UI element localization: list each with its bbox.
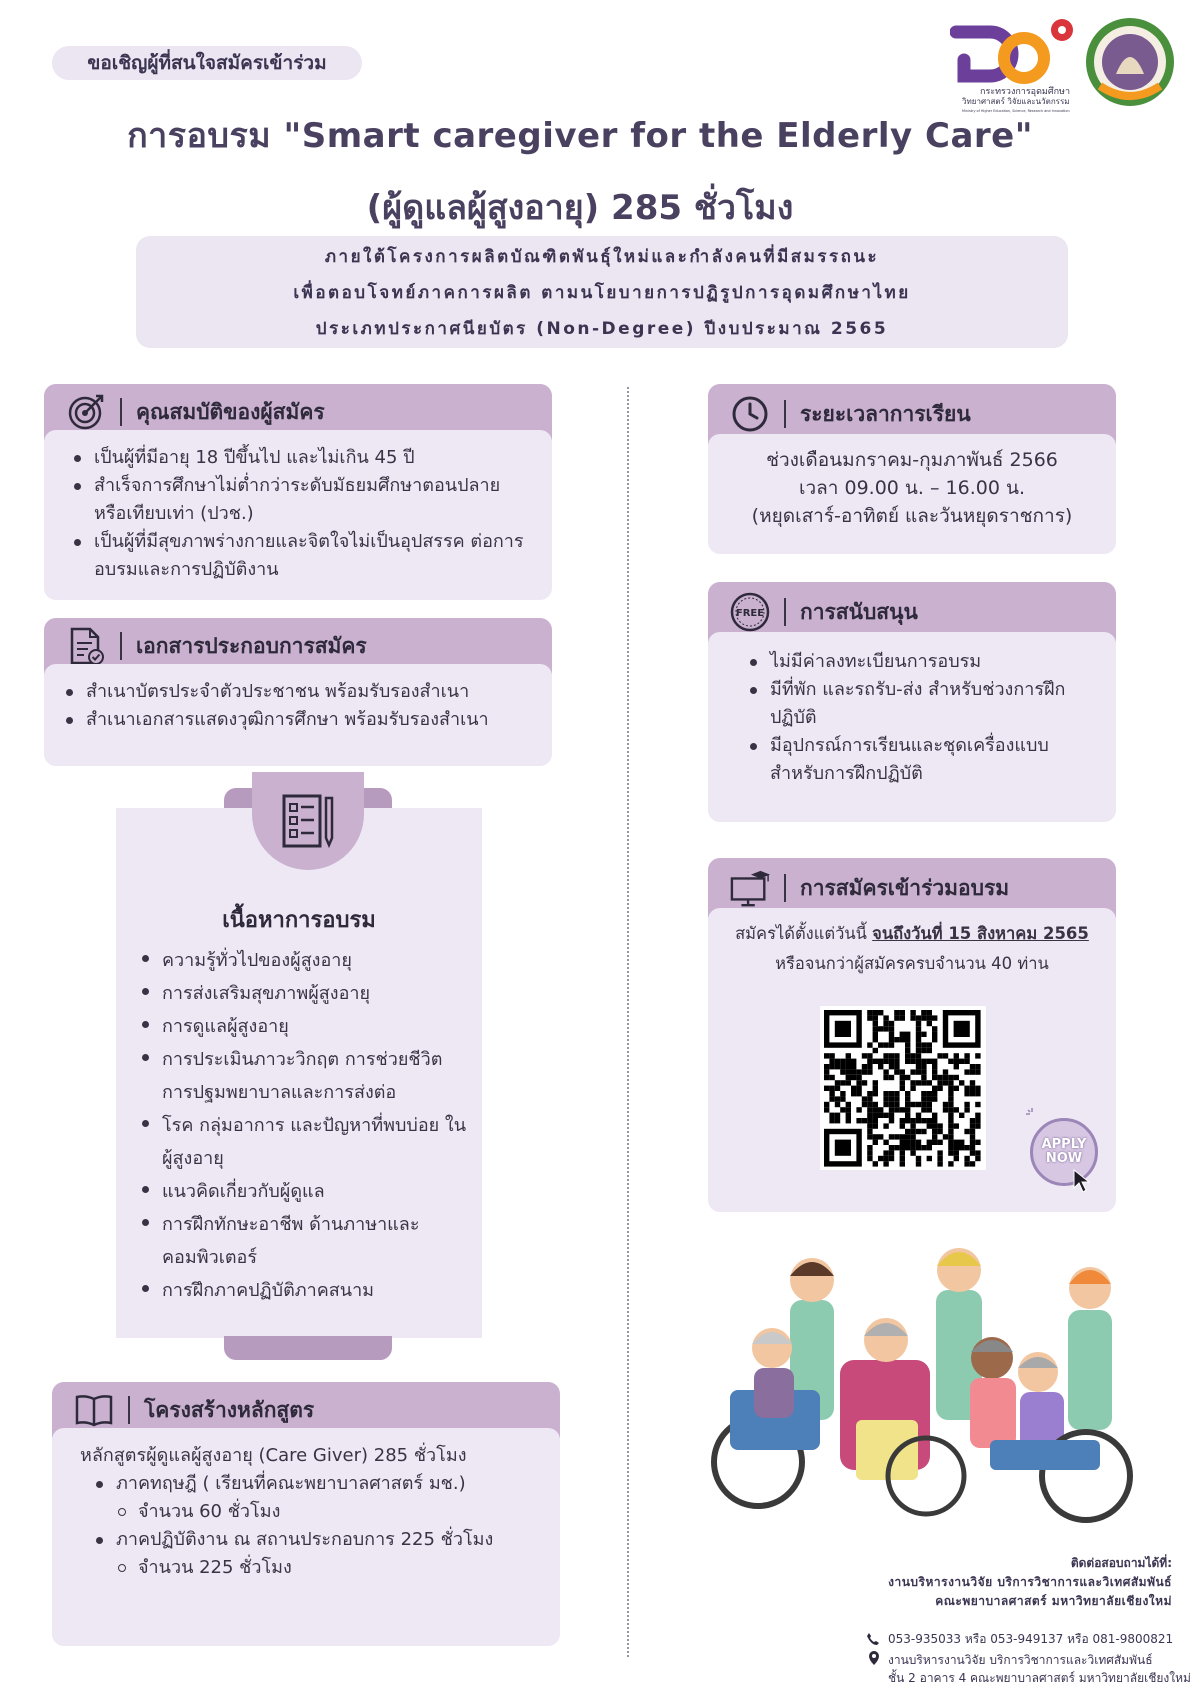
computer-graduation-icon xyxy=(730,868,770,908)
support-title: การสนับสนุน xyxy=(800,599,918,624)
structure-practice: ภาคปฏิบัติงาน ณ สถานประกอบการ 225 ชั่วโมง xyxy=(94,1526,540,1554)
sparkle-icon xyxy=(1024,1106,1040,1122)
list-item: สำเร็จการศึกษาไม่ต่ำกว่าระดับมัธยมศึกษาตอนปลาย หรือเทียบเท่า (ปวช.) xyxy=(72,472,532,528)
list-item: สำเนาบัตรประจำตัวประชาชน พร้อมรับรองสำเนา xyxy=(64,678,532,706)
content-title: เนื้อหาการอบรม xyxy=(222,908,376,933)
list-item: การดูแลผู้สูงอายุ xyxy=(140,1010,470,1043)
documents-card xyxy=(44,618,552,766)
contact-heading: ติดต่อสอบถามได้ที่: xyxy=(1070,1556,1172,1570)
support-card xyxy=(708,582,1116,822)
apply-now-line2: NOW xyxy=(1045,1151,1083,1166)
registration-qr-code[interactable] xyxy=(820,1006,986,1170)
list-item: การฝึกทักษะอาชีพ ด้านภาษาและ คอมพิวเตอร์ xyxy=(140,1208,470,1274)
schedule-holidays: (หยุดเสาร์-อาทิตย์ และวันหยุดราชการ) xyxy=(751,505,1073,527)
documents-title: เอกสารประกอบการสมัคร xyxy=(136,633,367,658)
column-divider xyxy=(627,387,629,1657)
apply-now-line1: APPLY xyxy=(1041,1137,1087,1152)
free-badge-icon xyxy=(730,592,770,632)
apply-period xyxy=(716,920,1108,948)
program-line-3: ประเภทประกาศนียบัตร (Non-Degree) ปีงบประมาณ 2565 xyxy=(315,318,889,339)
contact-org-2: คณะพยาบาลศาสตร์ มหาวิทยาลัยเชียงใหม่ xyxy=(935,1594,1172,1608)
page-title: การอบรม "Smart caregiver for the Elderly Care" xyxy=(127,116,1033,156)
list-item: สำเนาเอกสารแสดงวุฒิการศึกษา พร้อมรับรองสำเนา xyxy=(64,706,532,734)
schedule-time: เวลา 09.00 น. – 16.00 น. xyxy=(798,477,1025,499)
schedule-card xyxy=(708,384,1116,554)
list-item: การส่งเสริมสุขภาพผู้สูงอายุ xyxy=(140,977,470,1010)
target-icon xyxy=(66,392,106,432)
content-tab-bottom xyxy=(224,1336,392,1360)
open-book-icon xyxy=(74,1390,114,1430)
location-pin-icon xyxy=(868,1650,880,1666)
ministry-text-3: Ministry of Higher Education, Science, Research and Innovation xyxy=(962,109,1070,113)
structure-theory-hours: จำนวน 60 ชั่วโมง xyxy=(116,1498,540,1526)
structure-title: โครงสร้างหลักสูตร xyxy=(144,1397,315,1422)
ministry-text-2: วิทยาศาสตร์ วิจัยและนวัตกรรม xyxy=(962,97,1070,106)
list-item: เป็นผู้ที่มีสุขภาพร่างกายและจิตใจไม่เป็นอุปสรรค ต่อการอบรมและการปฏิบัติงาน xyxy=(72,528,532,584)
structure-card xyxy=(52,1382,560,1646)
contact-block xyxy=(888,1554,1172,1611)
apply-title: การสมัครเข้าร่วมอบรม xyxy=(800,875,1010,900)
structure-practice-hours: จำนวน 225 ชั่วโมง xyxy=(116,1554,540,1582)
list-item: การฝึกภาคปฏิบัติภาคสนาม xyxy=(140,1274,470,1307)
contact-address-1: งานบริหารงานวิจัย บริการวิชาการและวิเทศสัมพันธ์ xyxy=(888,1653,1153,1667)
elderly-caregivers-illustration xyxy=(690,1240,1150,1530)
apply-limit: หรือจนกว่าผู้สมัครครบจำนวน 40 ท่าน xyxy=(775,954,1049,973)
list-item: ไม่มีค่าลงทะเบียนการอบรม xyxy=(748,648,1100,676)
free-badge-text: FREE xyxy=(735,608,765,619)
list-item: เป็นผู้ที่มีอายุ 18 ปีขึ้นไป และไม่เกิน 45 ปี xyxy=(72,444,532,472)
program-line-1: ภายใต้โครงการผลิตบัณฑิตพันธุ์ใหม่และกำลังคนที่มีสมรรถนะ xyxy=(324,246,880,267)
apply-period-prefix: สมัครได้ตั้งแต่วันนี้ xyxy=(735,924,873,943)
qualifications-title: คุณสมบัติของผู้สมัคร xyxy=(136,399,325,424)
list-item: มีที่พัก และรถรับ-ส่ง สำหรับช่วงการฝึกปฏิบัติ xyxy=(748,676,1100,732)
cursor-arrow-icon xyxy=(1072,1168,1094,1194)
structure-theory: ภาคทฤษฎี ( เรียนที่คณะพยาบาลศาสตร์ มช.) xyxy=(94,1470,540,1498)
document-check-icon xyxy=(66,626,106,666)
program-line-2: เพื่อตอบโจทย์ภาคการผลิต ตามนโยบายการปฏิรูปการอุดมศึกษาไทย xyxy=(293,282,911,303)
qualifications-card xyxy=(44,384,552,600)
contact-org-1: งานบริหารงานวิจัย บริการวิชาการและวิเทศสัมพันธ์ xyxy=(888,1575,1172,1589)
nursing-faculty-seal-icon xyxy=(1082,14,1178,110)
list-item: การประเมินภาวะวิกฤต การช่วยชีวิต การปฐมพยาบาลและการส่งต่อ xyxy=(140,1043,470,1109)
ministry-text-1: กระทรวงการอุดมศึกษา xyxy=(980,87,1070,97)
schedule-title: ระยะเวลาการเรียน xyxy=(800,401,971,426)
list-item: แนวคิดเกี่ยวกับผู้ดูแล xyxy=(140,1175,470,1208)
apply-deadline: จนถึงวันที่ 15 สิงหาคม 2565 xyxy=(872,924,1089,943)
invite-badge xyxy=(52,46,362,80)
ministry-logo xyxy=(950,10,1080,115)
program-description xyxy=(136,236,1068,348)
schedule-months: ช่วงเดือนมกราคม-กุมภาพันธ์ 2566 xyxy=(766,449,1058,471)
clock-icon xyxy=(730,394,770,434)
list-item: ความรู้ทั่วไปของผู้สูงอายุ xyxy=(140,944,470,977)
phone-icon xyxy=(866,1632,880,1646)
list-item: โรค กลุ่มอาการ และปัญหาที่พบบ่อย ในผู้สูงอายุ xyxy=(140,1109,470,1175)
content-list xyxy=(140,944,470,1307)
invite-text: ขอเชิญผู้ที่สนใจสมัครเข้าร่วม xyxy=(87,52,327,74)
page-subtitle-hours: (ผู้ดูแลผู้สูงอายุ) 285 ชั่วโมง xyxy=(366,188,794,228)
structure-intro: หลักสูตรผู้ดูแลผู้สูงอายุ (Care Giver) 285 ชั่วโมง xyxy=(80,1445,467,1466)
list-item: มีอุปกรณ์การเรียนและชุดเครื่องแบบ สำหรับการฝึกปฏิบัติ xyxy=(748,732,1100,788)
contact-address-2: ชั้น 2 อาคาร 4 คณะพยาบาลศาสตร์ มหาวิทยาลัยเชียงใหม่ xyxy=(888,1671,1191,1685)
contact-phone[interactable]: 053-935033 หรือ 053-949137 หรือ 081-9800821 xyxy=(888,1632,1174,1646)
